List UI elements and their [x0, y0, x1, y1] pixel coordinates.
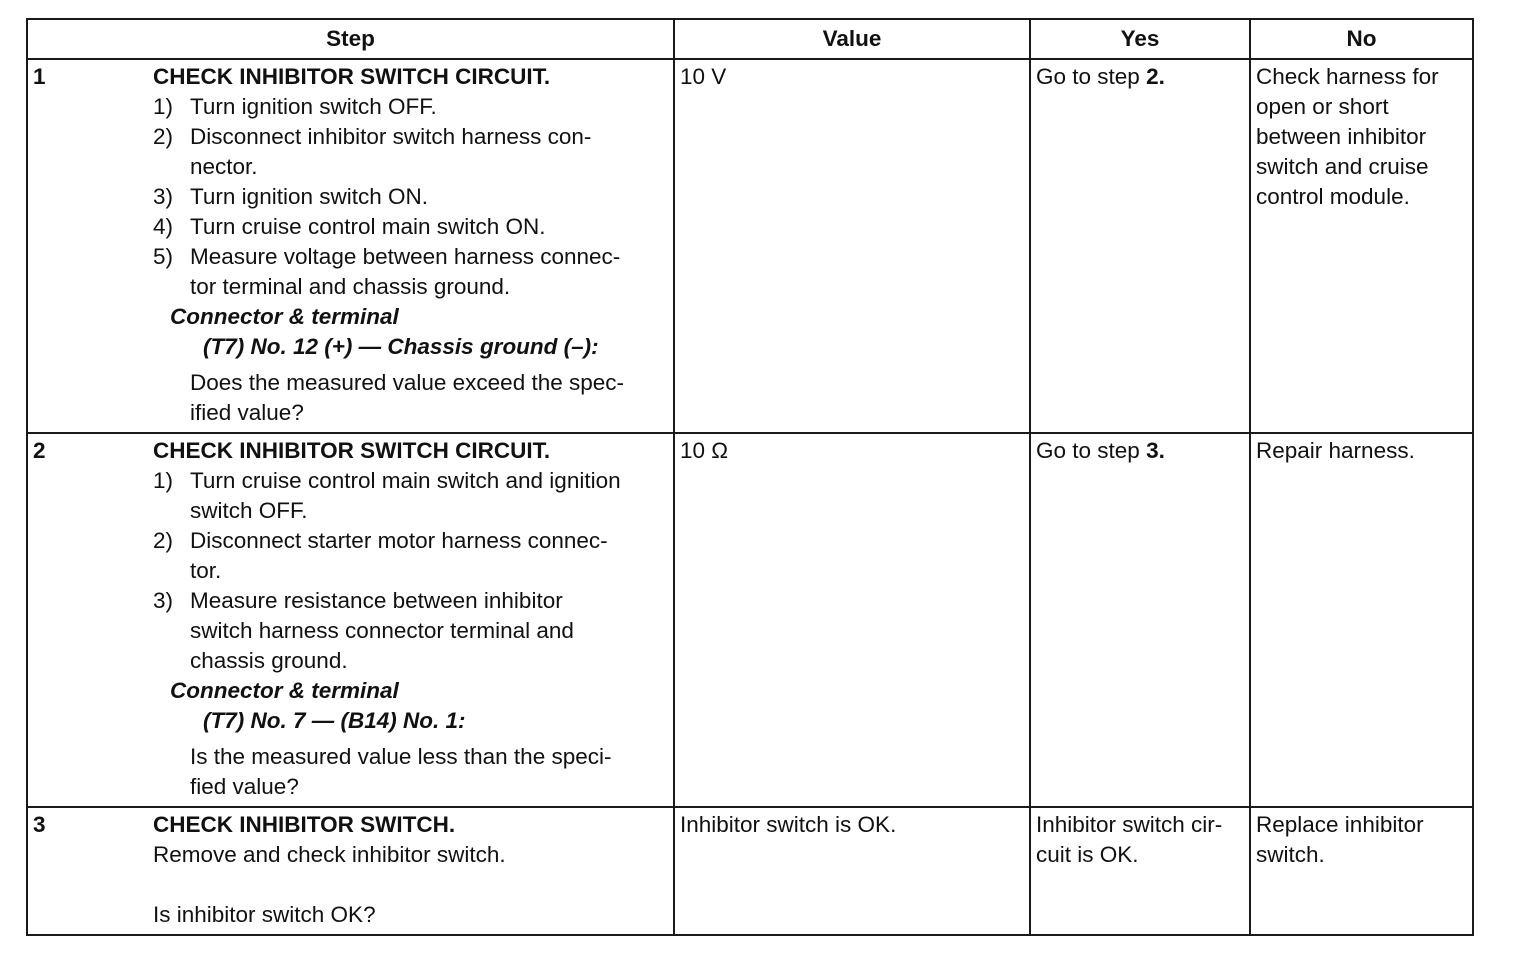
step-question: Is the measured value less than the speci- fied value?	[190, 744, 612, 799]
list-item: 1) Turn ignition switch OFF.	[153, 94, 437, 119]
list-item: 2) Disconnect starter motor harness connec- tor.	[153, 528, 608, 583]
yes-cell: Go to step 3.	[1030, 433, 1250, 807]
step-cell	[27, 59, 674, 433]
step-instruction: Remove and check inhibitor switch.	[153, 842, 506, 867]
diagnostic-table	[26, 18, 1474, 936]
step-question: Does the measured value exceed the spec- ified value?	[190, 370, 625, 425]
table-row-step-3	[27, 807, 1473, 935]
header-step: Step	[27, 19, 674, 59]
value-cell: 10 Ω	[674, 433, 1030, 807]
step-title: CHECK INHIBITOR SWITCH CIRCUIT.	[153, 64, 551, 89]
value-cell: Inhibitor switch is OK.	[674, 807, 1030, 935]
connector-terminal-value: (T7) No. 7 — (B14) No. 1:	[203, 708, 466, 733]
table-row-step-2	[27, 433, 1473, 807]
step-title: CHECK INHIBITOR SWITCH.	[153, 812, 456, 837]
step-number: 3	[33, 812, 46, 837]
yes-cell: Go to step 2.	[1030, 59, 1250, 433]
yes-step-ref: 2.	[1146, 64, 1165, 89]
list-item: 3) Turn ignition switch ON.	[153, 184, 428, 209]
no-cell: Repair harness.	[1250, 433, 1473, 807]
step-cell	[27, 807, 674, 935]
list-item: 1) Turn cruise control main switch and ignition switch OFF.	[153, 468, 621, 523]
step-cell	[27, 433, 674, 807]
no-cell: Check harness for open or short between inhibitor switch and cruise control module.	[1250, 59, 1473, 433]
yes-step-ref: 3.	[1146, 438, 1165, 463]
header-no: No	[1250, 19, 1473, 59]
list-item: 2) Disconnect inhibitor switch harness con- nector.	[153, 124, 592, 179]
step-number: 1	[33, 64, 46, 89]
list-item: 3) Measure resistance between inhibitor switch harness connector terminal and chassis ground.	[153, 588, 574, 673]
no-cell: Replace inhibitor switch.	[1250, 807, 1473, 935]
list-item: 5) Measure voltage between harness connec- tor terminal and chassis ground.	[153, 244, 621, 299]
header-yes: Yes	[1030, 19, 1250, 59]
step-question: Is inhibitor switch OK?	[153, 902, 376, 927]
list-item: 4) Turn cruise control main switch ON.	[153, 214, 546, 239]
step-title: CHECK INHIBITOR SWITCH CIRCUIT.	[153, 438, 551, 463]
yes-cell: Inhibitor switch cir- cuit is OK.	[1030, 807, 1250, 935]
connector-terminal-value: (T7) No. 12 (+) — Chassis ground (–):	[203, 334, 599, 359]
table-row-step-1	[27, 59, 1473, 433]
step-number: 2	[33, 438, 46, 463]
header-value: Value	[674, 19, 1030, 59]
value-cell: 10 V	[674, 59, 1030, 433]
connector-terminal-label: Connector & terminal	[170, 678, 399, 703]
connector-terminal-label: Connector & terminal	[170, 304, 399, 329]
header-row	[27, 19, 1473, 59]
